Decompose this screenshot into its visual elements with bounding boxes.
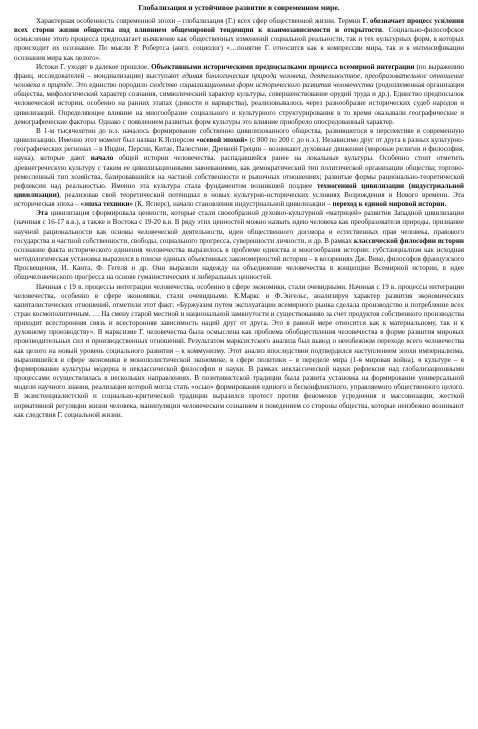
document-title: Глобализация и устойчивое развитие в современном мире.	[138, 3, 340, 12]
document-body	[14, 17, 464, 420]
paragraph-text: Характерная особенность современной эпохи – глобализация (Г.) всех сфер общественной жизни. Термин	[36, 17, 363, 25]
paragraph-text: . Это единство породило	[71, 81, 150, 90]
bold-text: начало	[90, 154, 114, 163]
paragraph	[14, 17, 464, 63]
bold-text: Г. обозначает процесс усиления всех сторон жизни общества под влиянием общемировой тенденции к взаимозависимости и открытости	[14, 17, 464, 35]
paragraph-text: (с 800 по 200 г. до н.э.). Независимо друг от друга в разных культурно-географических регионах – в Индии, Персии, Китае, Палестине, Древней Греции – возникают духовные движения (мировые религии и философия, наука), которые дают	[14, 136, 464, 163]
paragraph-text: (родоплеменная организация общества, мифологический характер сознания, символический характер культуры, совершенствование орудий труда и др.). Единство предпосылок человеческой истории, особенно на ранних этапах (дикости и варварства), реализовывалось через разнообразие исторических судеб народов и цивилизаций. Определяющее влияние на многообразие социального и культурного структурирования в то время оказывали географические и демографические факторы. Однако с появлением развитых форм культуры это влияние приобрело опосредованный характер.	[14, 81, 464, 126]
italic-text: сходство социализационных форм исторического развития человечества	[149, 81, 374, 90]
bold-text: переход к единой мировой истории.	[332, 200, 447, 209]
paragraph-text: В 1-м тысячелетии до н.э. началось формирование собственно цивилизованного общества, развившегося в перспективе в современную цивилизацию. Именно этот момент был назван К.Ясперсом	[14, 126, 464, 145]
bold-text: Эта	[36, 209, 48, 218]
paragraph	[14, 283, 464, 420]
paragraph-text: цивилизация сформировала ценности, которые стали своеобразной духовно-культурной «матрицей» развития Западной цивилизации (начиная с 16-17 в.в.), а также и Востока с 19-20 в.в. В ряду этих ценностей можно назвать идею человека как преобразователя природы, признание научной рациональности как основы человеческой деятельности, идеи общественного договора и естественных прав человека, правового государства и частной собственности, свободы, социального прогресса, суверенности личности, и др. В рамках	[14, 209, 464, 245]
paragraph-text: общей истории человечества, распадавшейся ранее на локальные культуры. Особенно стоит отметить древнегреческую культуру с таким ее цивилизационными завоеваниями, как демократический тип политической организации общества; торгово-ремесленный тип хозяйства, базировавшийся на частной собственности и рыночных отношениях; развитые формы рационально-теоретической рефлексии над реальностью. Именно эта культура стала фундаментом возникшей позднее	[14, 154, 464, 190]
paragraph	[14, 209, 464, 282]
bold-text: «эпоха техники»	[80, 200, 134, 209]
bold-text: техногенной цивилизации (индустриальной цивилизации)	[14, 181, 465, 199]
paragraph	[14, 63, 464, 127]
paragraph-text: (К. Ясперс), начало становления индустриальной цивилизации –	[133, 200, 333, 209]
bold-text: классической философии истории	[353, 236, 465, 245]
paragraph-text: Истоки Г. уходят в далекое прошлое.	[36, 62, 152, 71]
italic-text: единая биологическая природа человека, деятельностное, преобразовательное отношение человека к природе	[14, 71, 464, 90]
bold-text: «осевой эпохой»	[196, 136, 248, 145]
paragraph	[14, 127, 464, 209]
paragraph-text: осознание факта исторического единения человечества выразилось в проблеме единства и многообразия истории: субстанциализм как исходная методологическая установка выразился в поиске единых объективных закономерностей истории – в воззрениях Дж. Вико, философов французского Просвещения, И. Канта, Ф. Гегеля и др. Они выразили надежду на объединение человечества в концепции Всемирной истории, в идее общечеловеческого прогресса на основе гуманистических и либеральных ценностей.	[14, 245, 464, 282]
paragraph-text: , реализовав свой теоретический потенциал в новых культурно-исторических условиях Возрождения и Нового времени. Эта историческая эпоха –	[14, 190, 464, 209]
bold-text: Объективными историческими предпосылками процесса всемирной интеграции	[151, 62, 415, 71]
paragraph-text: Начиная с 19 в. процессы интеграции человечества, особенно в сфере экономики, стали очевидными. Начиная с 19 в. процессы интеграции человечества, особенно в сфере экономики, стали очевидными. К.Маркс и Ф.Энгельс, анализируя характер развития экономических капиталистических отношений, отметили этот факт: «Буржуазия путем эксплуатации всемирного рынка сделала производство и потребление всех стран космополитичным. … На смену старой местной и национальной замкнутости и существованию за счет продуктов собственного производства приходит всесторонняя связь и всесторонняя зависимость наций друг от друга. Это в равной мере относится как к материальному, так и к духовному производству». В марксизме Г. человечества была осмыслена как проблема обобществления человечества в форме развития мировых производительных сил и производственных отношений. Результатом марксистского анализа был вывод о неизбежном переходе всего человечества как целого на новый уровень социального развития – к коммунизму. Этот анализ впоследствии подтвердился наступлением эпохи империализма, выразившейся в сфере экономики в монополистической экономике, в сфере политики – в переделе мира (1-я мировая война), в культуре – в формировании культуры модерна и неклассической философии и науки. В рамках неклассической науки рефлексия над глобализационными процессами осуществлялась в нескольких направлениях. В позитивистской традиции была развита установка на формирование универсальной модели научного знания, реализация которой могла стать «осью» формирования единого и бесконфликтного, управляемого общественного целого. В экзистенциалистской и социально-критической традиции выразился протест против феноменов усреднения и массовизации, жесткой нормативной регуляции жизни человека, манипуляции человеческим сознанием и поведением со стороны общества, которые неизбежно возникают как следствия Г. социальной жизни.	[14, 282, 464, 419]
paragraph-text: . Социально-философское осмысление этого процесса предполагает выявление как общественных изменений социальной реальности, так и тех культурных форм, в которых происходит их осознание. По мысли Р. Робертса (англ. социолог) «…понятие Г. относится как к компрессии мира, так и к интенсификации осознания мира как целого».	[14, 26, 464, 62]
paragraph-text: (по выражению франц. исследователей – мондиализации) выступают	[14, 62, 464, 80]
